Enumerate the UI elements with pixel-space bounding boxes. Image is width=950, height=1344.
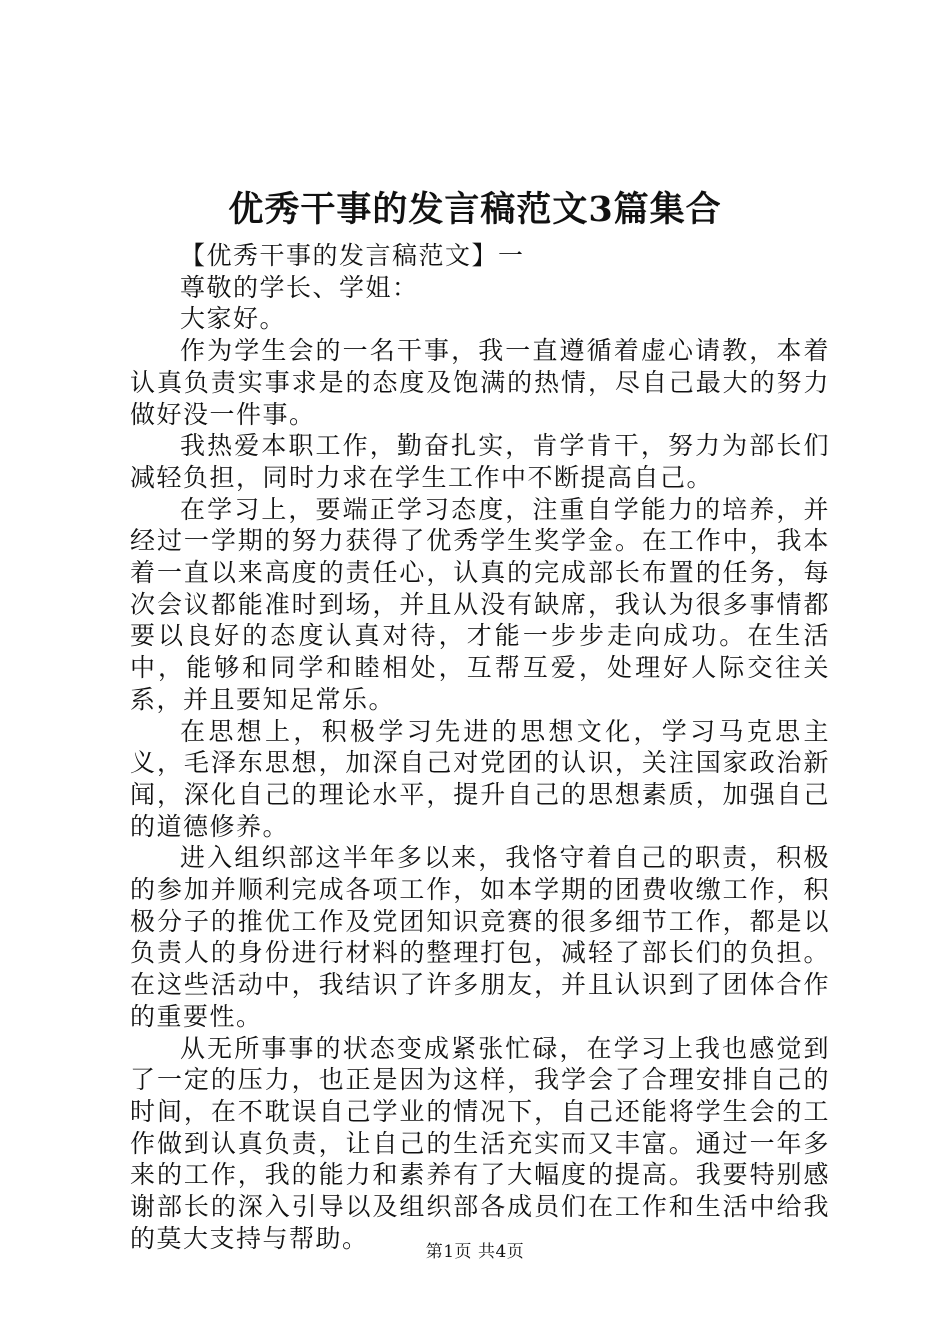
paragraph-salutation: 尊敬的学长、学姐： <box>180 272 419 302</box>
paragraph: 在思想上，积极学习先进的思想文化，学习马克思主义，毛泽东思想，加深自己对党团的认识，关注国家政治新闻，深化自己的理论水平，提升自己的思想素质，加强自己的道德修养。 <box>130 716 830 841</box>
document-title: 优秀干事的发言稿范文3篇集合 <box>228 189 722 230</box>
paragraph: 从无所事事的状态变成紧张忙碌，在学习上我也感觉到了一定的压力，也正是因为这样，我学会了合理安排自己的时间，在不耽误自己学业的情况下，自己还能将学生会的工作做到认真负责，让自己的生活充实而又丰富。通过一年多来的工作，我的能力和素养有了大幅度的提高。我要特别感谢部长的深入引导以及组织部各成员们在工作和生活中给我的莫大支持与帮助。 <box>130 1033 830 1253</box>
paragraph: 我热爱本职工作，勤奋扎实，肯学肯干，努力为部长们减轻负担，同时力求在学生工作中不断提高自己。 <box>130 431 830 492</box>
paragraph: 在学习上，要端正学习态度，注重自学能力的培养，并经过一学期的努力获得了优秀学生奖学金。在工作中，我本着一直以来高度的责任心，认真的完成部长布置的任务，每次会议都能准时到场，并且从没有缺席，我认为很多事情都要以良好的态度认真对待，才能一步步走向成功。在生活中，能够和同学和睦相处，互帮互爱，处理好人际交往关系，并且要知足常乐。 <box>130 494 830 714</box>
document-body <box>130 240 830 1255</box>
paragraph-greeting: 大家好。 <box>180 304 287 334</box>
paragraph: 进入组织部这半年多以来，我恪守着自己的职责，积极的参加并顺利完成各项工作，如本学期的团费收缴工作，积极分子的推优工作及党团知识竞赛的很多细节工作，都是以负责人的身份进行材料的整理打包，减轻了部长们的负担。在这些活动中，我结识了许多朋友，并且认识到了团体合作的重要性。 <box>130 843 830 1031</box>
paragraph-heading: 【优秀干事的发言稿范文】一 <box>180 241 525 270</box>
page-number-footer: 第1页 共4页 <box>425 1242 525 1262</box>
paragraph: 作为学生会的一名干事，我一直遵循着虚心请教，本着认真负责实事求是的态度及饱满的热情，尽自己最大的努力做好没一件事。 <box>130 336 830 429</box>
